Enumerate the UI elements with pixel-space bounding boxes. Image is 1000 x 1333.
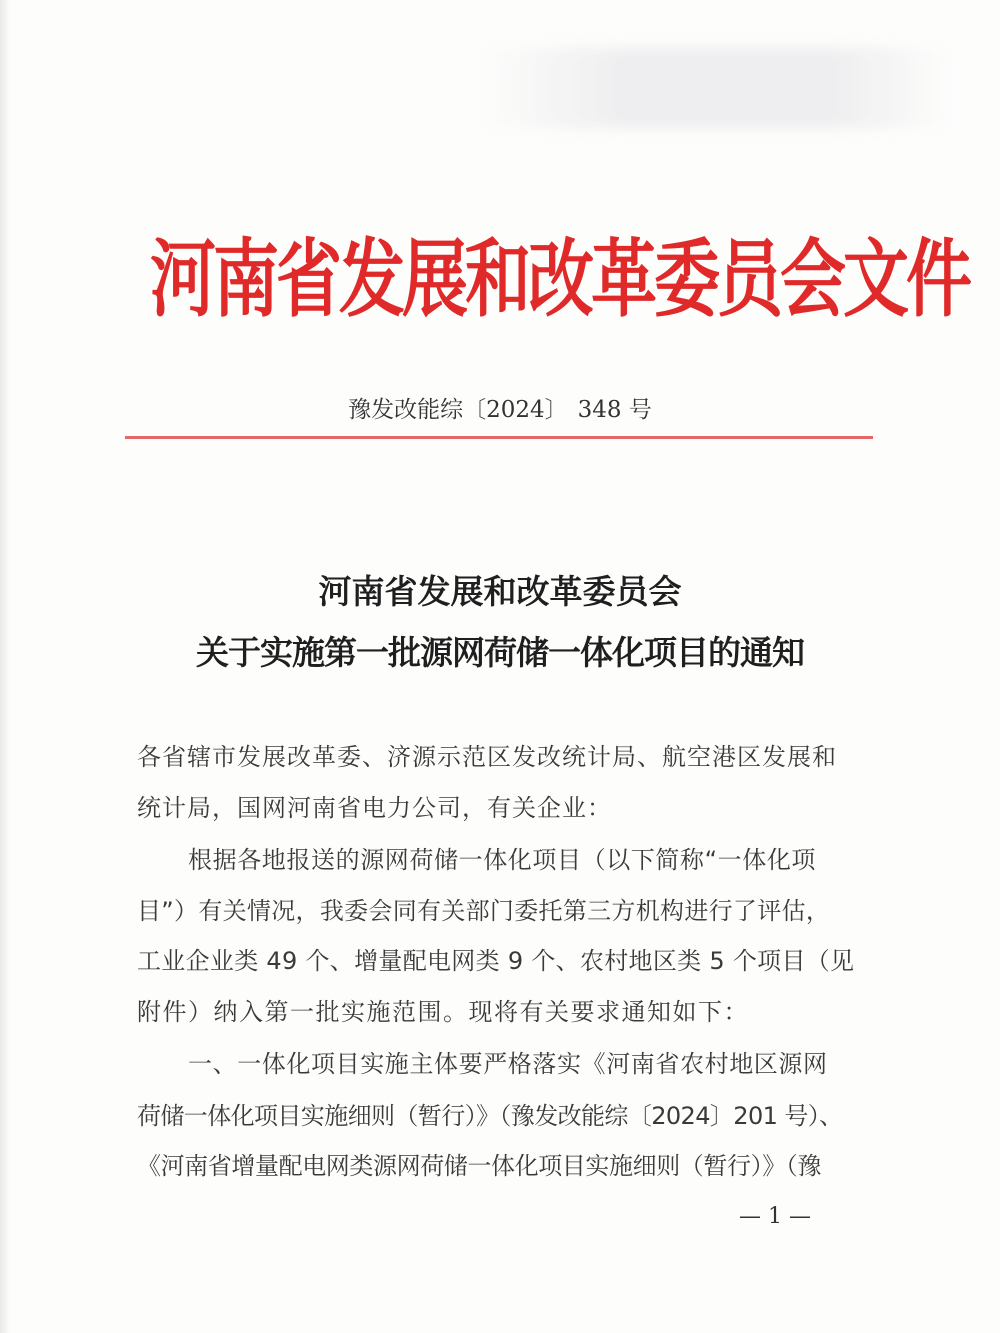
body-line: 各省辖市发展改革委、济源示范区发改统计局、航空港区发展和 <box>137 743 837 771</box>
show-through-smudge <box>480 48 950 128</box>
body-line: 荷储一体化项目实施细则（暂行）》（豫发改能综〔2024〕201 号）、 <box>137 1102 843 1130</box>
body-line: 附件）纳入第一批实施范围。现将有关要求通知如下： <box>137 998 749 1026</box>
document-number-serial: 348 号 <box>577 397 652 423</box>
document-title-line-1: 河南省发展和改革委员会 <box>318 572 682 611</box>
body-line: 根据各地报送的源网荷储一体化项目（以下简称“一体化项 <box>188 846 817 874</box>
page-number: — 1 — <box>739 1204 811 1229</box>
document-number-year: 〔2024〕 <box>463 397 568 423</box>
body-line: 《河南省增量配电网类源网荷储一体化项目实施细则（暂行）》（豫 <box>137 1152 821 1180</box>
body-line: 统计局，国网河南省电力公司，有关企业： <box>137 794 612 822</box>
document-title-line-2: 关于实施第一批源网荷储一体化项目的通知 <box>196 633 804 672</box>
document-number <box>0 392 1000 428</box>
issuer-banner: 河南省发展和改革委员会文件 <box>150 230 969 330</box>
body-line: 一、一体化项目实施主体要严格落实《河南省农村地区源网 <box>188 1050 828 1078</box>
document-number-prefix: 豫发改能综 <box>348 397 464 423</box>
body-line: 目”）有关情况，我委会同有关部门委托第三方机构进行了评估， <box>137 897 831 925</box>
body-line: 工业企业类 49 个、增量配电网类 9 个、农村地区类 5 个项目（见 <box>137 947 855 975</box>
header-divider <box>125 436 873 439</box>
